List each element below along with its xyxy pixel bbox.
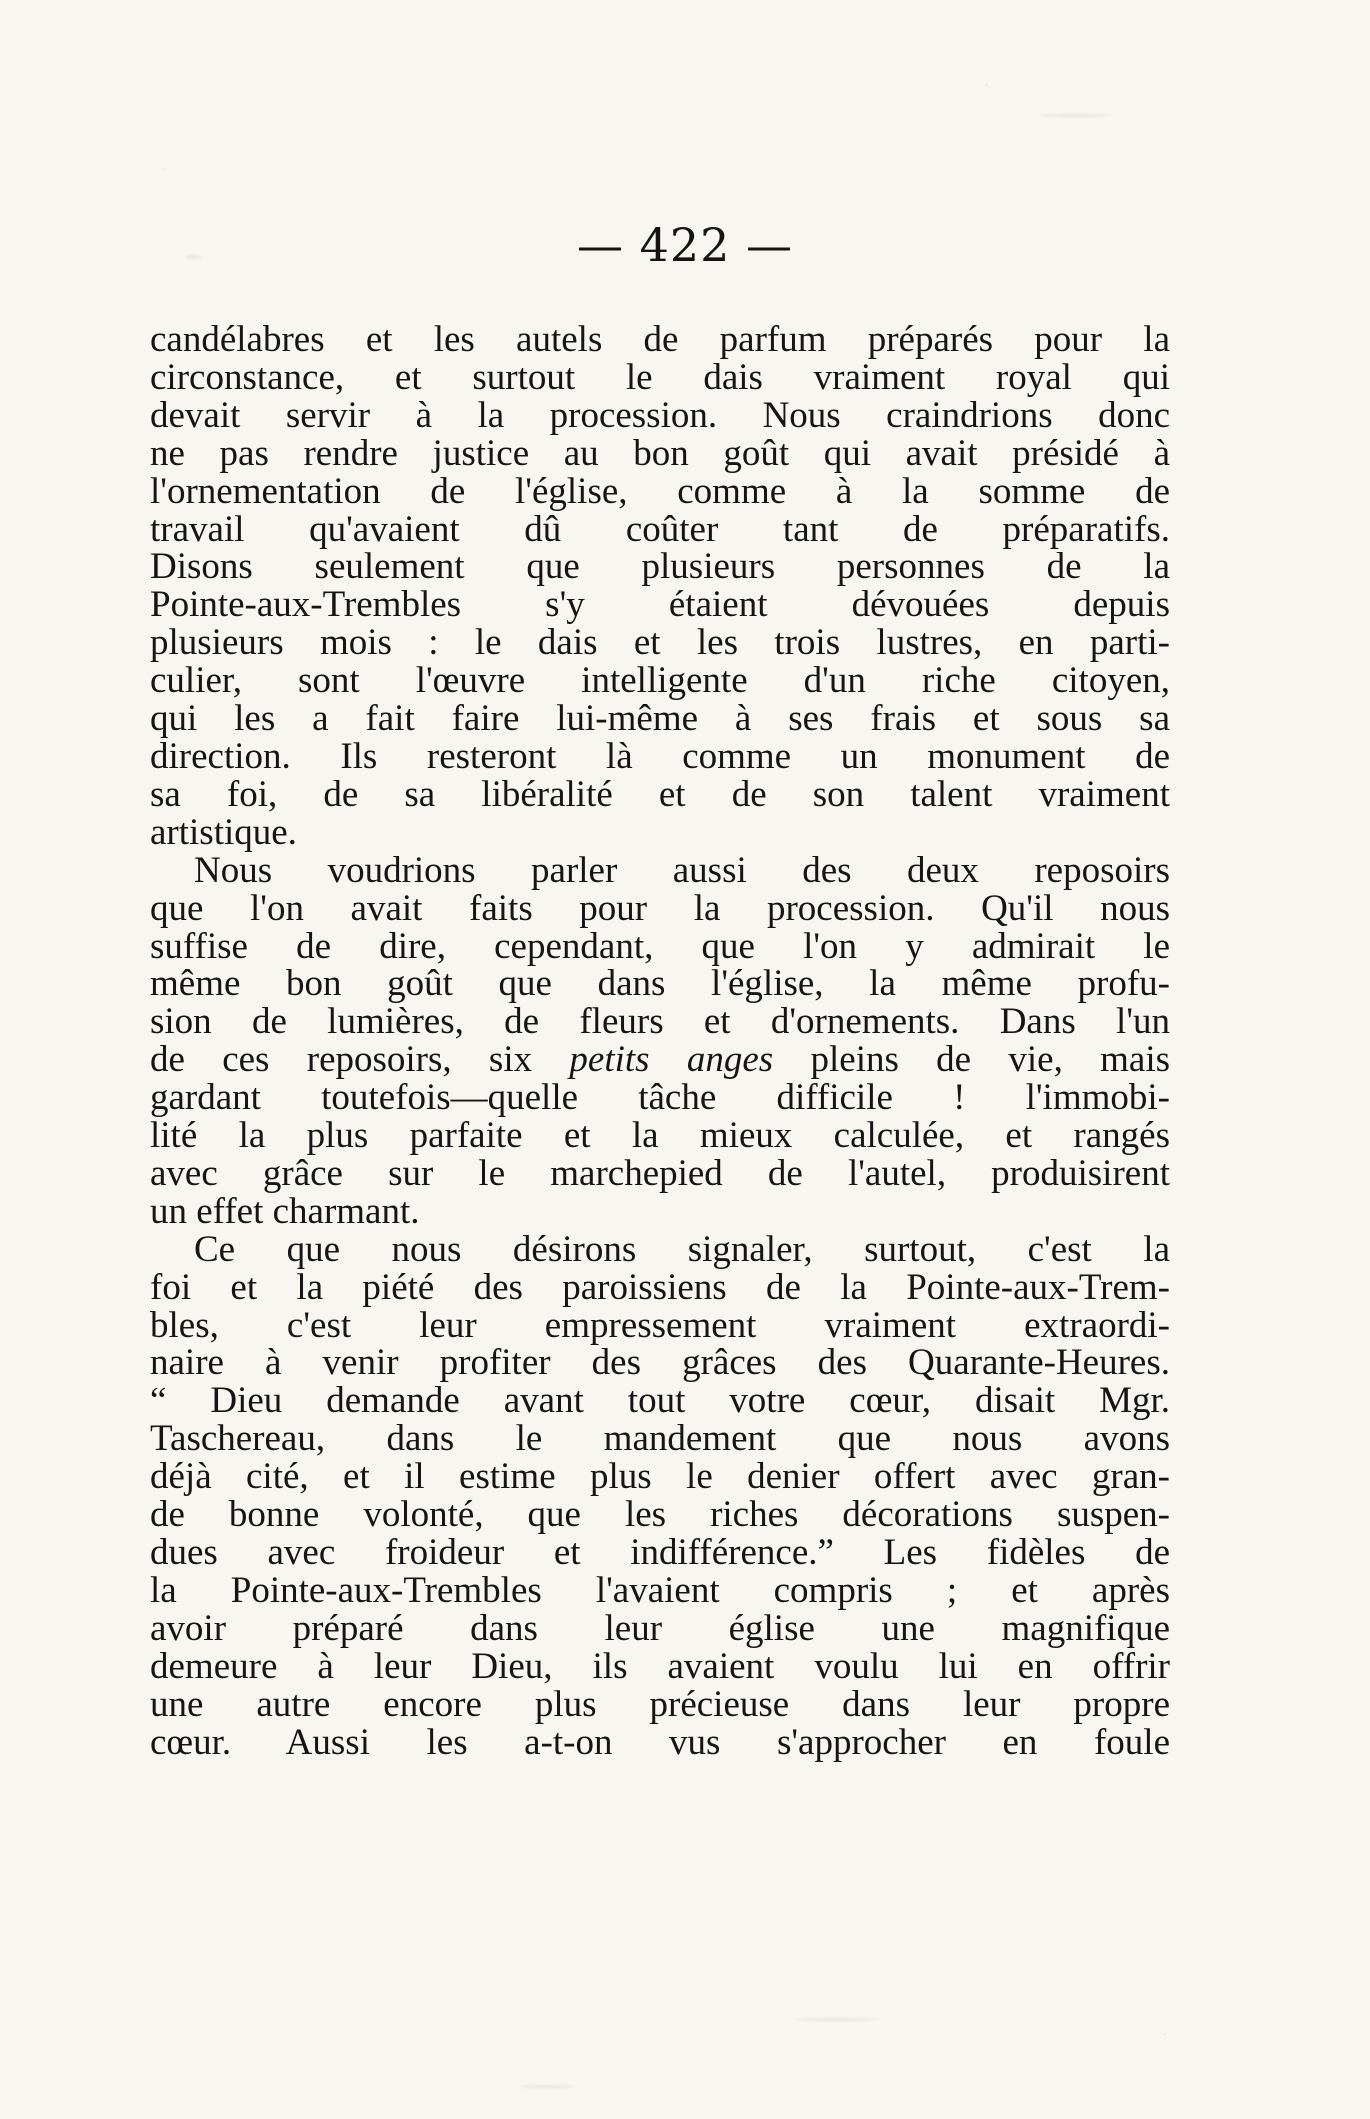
text-line: même bon goût que dans l'église, la même profu- — [150, 963, 1170, 1005]
text-line: Ce que nous désirons signaler, surtout, c'est la — [194, 1228, 1170, 1270]
text-line: lité la plus parfaite et la mieux calculée, et rangés — [150, 1115, 1170, 1157]
print-speck — [1040, 114, 1110, 117]
text-line: culier, sont l'œuvre intelligente d'un riche citoyen, — [150, 660, 1170, 702]
print-speck — [520, 2085, 575, 2088]
text-line: déjà cité, et il estime plus le denier offert avec gran- — [150, 1456, 1170, 1498]
text-line: circonstance, et surtout le dais vraiment royal qui — [150, 356, 1170, 398]
text-line: plusieurs mois : le dais et les trois lustres, en parti- — [150, 622, 1170, 664]
text-line: sion de lumières, de fleurs et d'ornements. Dans l'un — [150, 1001, 1170, 1043]
text-line: sa foi, de sa libéralité et de son talent vraiment — [150, 773, 1170, 815]
print-speck — [795, 2018, 878, 2021]
italic-word: petits — [569, 1039, 650, 1081]
text-line: un effet charmant. — [150, 1190, 420, 1232]
text-line: de ces reposoirs, six petits anges pleins de vie, mais — [150, 1039, 1170, 1081]
text-line: que l'on avait faits pour la procession. Qu'il nous — [150, 887, 1170, 929]
text-line: bles, c'est leur empressement vraiment extraordi- — [150, 1304, 1170, 1346]
text-line: une autre encore plus précieuse dans leur propre — [150, 1683, 1170, 1725]
text-line: de bonne volonté, que les riches décorations suspen- — [150, 1494, 1170, 1536]
text-line: la Pointe-aux-Trembles l'avaient compris ; et après — [150, 1569, 1170, 1611]
text-line: foi et la piété des paroissiens de la Pointe-aux-Trem- — [150, 1266, 1170, 1308]
text-line: naire à venir profiter des grâces des Quarante-Heures. — [150, 1342, 1170, 1384]
text-line: qui les a fait faire lui-même à ses frais et sous sa — [150, 698, 1170, 740]
text-line: Pointe-aux-Trembles s'y étaient dévouées depuis — [150, 584, 1170, 626]
text-line: avec grâce sur le marchepied de l'autel, produisirent — [150, 1152, 1170, 1194]
text-line: cœur. Aussi les a-t-on vus s'approcher en foule — [150, 1721, 1170, 1763]
text-line: Taschereau, dans le mandement que nous avons — [150, 1418, 1170, 1460]
text-line: gardant toutefois—quelle tâche difficile ! l'immobi- — [150, 1077, 1170, 1119]
text-line: travail qu'avaient dû coûter tant de préparatifs. — [150, 508, 1170, 550]
text-line: direction. Ils resteront là comme un monument de — [150, 735, 1170, 777]
text-line: “ Dieu demande avant tout votre cœur, disait Mgr. — [150, 1380, 1170, 1422]
text-line: Disons seulement que plusieurs personnes de la — [150, 546, 1170, 588]
body-text — [150, 321, 1170, 1761]
text-line: artistique. — [150, 811, 297, 853]
page-number: — 422 — — [576, 218, 794, 272]
italic-word: anges — [686, 1039, 774, 1081]
text-line: devait servir à la procession. Nous craindrions donc — [150, 394, 1170, 436]
text-line: dues avec froideur et indifférence.” Les fidèles de — [150, 1532, 1170, 1573]
text-line: l'ornementation de l'église, comme à la somme de — [150, 470, 1170, 512]
text-line: avoir préparé dans leur église une magnifique — [150, 1607, 1170, 1649]
text-line: suffise de dire, cependant, que l'on y admirait le — [150, 925, 1170, 967]
text-line: demeure à leur Dieu, ils avaient voulu lui en offrir — [150, 1645, 1170, 1687]
text-line: Nous voudrions parler aussi des deux reposoirs — [194, 849, 1170, 891]
text-line: candélabres et les autels de parfum préparés pour la — [150, 319, 1170, 360]
text-line: ne pas rendre justice au bon goût qui avait présidé à — [150, 432, 1170, 474]
